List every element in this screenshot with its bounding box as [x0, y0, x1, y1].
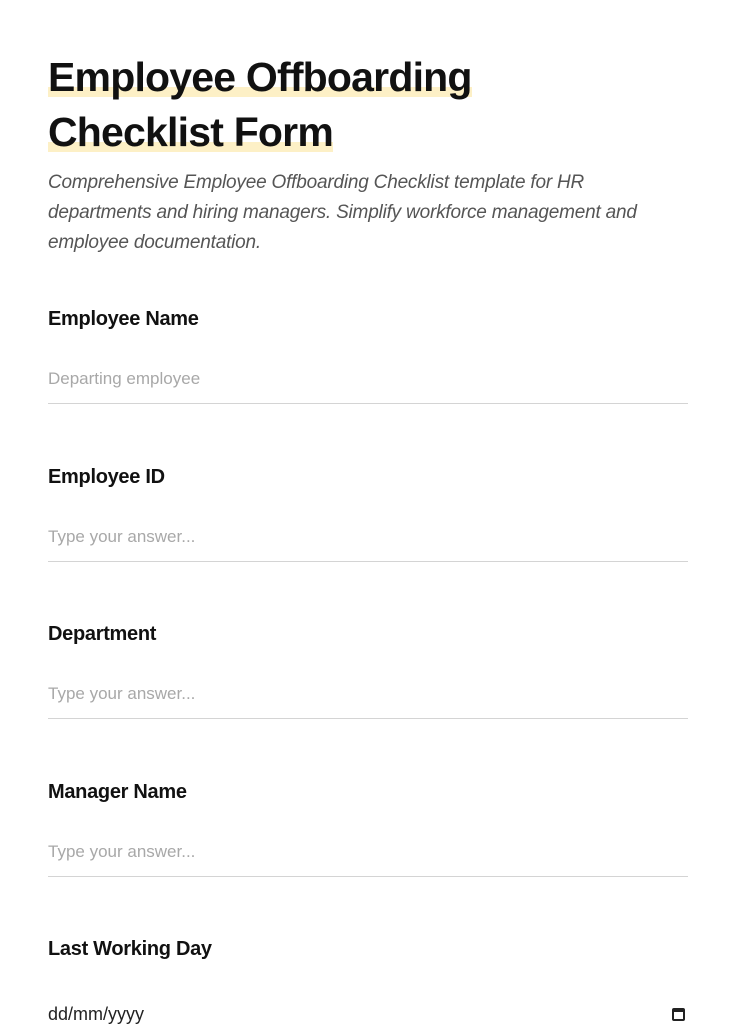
department-input[interactable] — [48, 684, 688, 719]
last-working-day-date-input[interactable] — [48, 1004, 688, 1025]
employee-name-input[interactable] — [48, 369, 688, 404]
department-field — [48, 623, 688, 719]
form-description: Comprehensive Employee Offboarding Checklist template for HR departments and hiring managers. Simplify workforce management and employee documentation. — [48, 172, 637, 253]
field-label: Employee ID — [48, 466, 165, 488]
date-placeholder: dd/mm/yyyy — [48, 1004, 145, 1024]
calendar-icon[interactable] — [672, 1008, 685, 1021]
field-label: Last Working Day — [48, 938, 212, 960]
field-label: Manager Name — [48, 781, 187, 803]
title-line-1: Employee Offboarding — [48, 54, 472, 100]
manager-name-field — [48, 781, 688, 877]
last-working-day-field — [48, 938, 688, 1025]
field-label: Department — [48, 623, 157, 645]
title-line-2: Checklist Form — [48, 109, 333, 155]
page-title — [48, 50, 688, 160]
form-header — [48, 50, 688, 258]
employee-id-input[interactable] — [48, 527, 688, 562]
manager-name-input[interactable] — [48, 842, 688, 877]
employee-name-field — [48, 308, 688, 404]
field-label: Employee Name — [48, 308, 199, 330]
employee-id-field — [48, 466, 688, 562]
